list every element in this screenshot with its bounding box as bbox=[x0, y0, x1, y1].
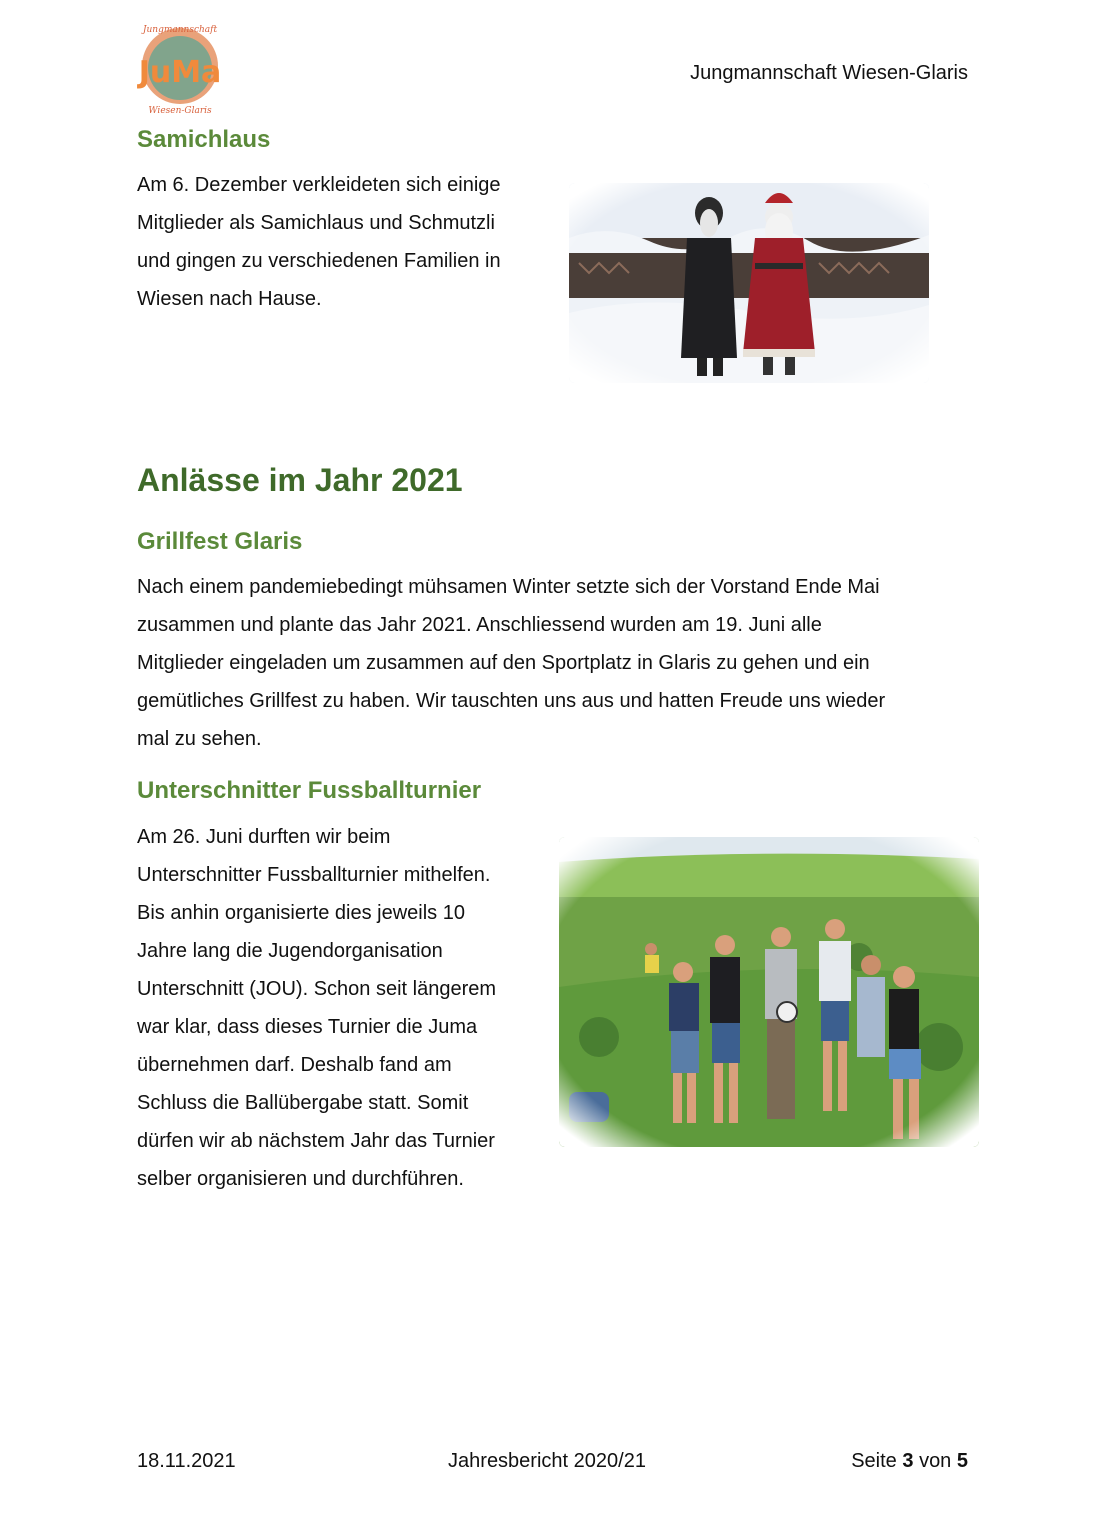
grillfest-line: Nach einem pandemiebedingt mühsamen Winter setzte sich der Vorstand Ende Mai bbox=[137, 576, 880, 598]
samichlaus-line: und gingen zu verschiedenen Familien in bbox=[137, 250, 501, 272]
fussball-line: Schluss die Ballübergabe statt. Somit bbox=[137, 1092, 469, 1114]
grillfest-line: Mitglieder eingeladen um zusammen auf den Sportplatz in Glaris zu gehen und ein bbox=[137, 652, 870, 674]
fussball-photo bbox=[559, 837, 979, 1147]
grillfest-heading: Grillfest Glaris bbox=[137, 528, 303, 555]
grillfest-line: gemütliches Grillfest zu haben. Wir tauschten uns aus und hatten Freude uns wieder bbox=[137, 690, 886, 712]
samichlaus-heading: Samichlaus bbox=[137, 126, 271, 153]
footer-page-number bbox=[851, 1450, 968, 1473]
fussball-line: selber organisieren und durchführen. bbox=[137, 1168, 464, 1190]
grillfest-line: mal zu sehen. bbox=[137, 728, 262, 750]
samichlaus-line: Am 6. Dezember verkleideten sich einige bbox=[137, 174, 501, 196]
fussball-line: übernehmen darf. Deshalb fand am bbox=[137, 1054, 452, 1076]
fussball-line: war klar, dass dieses Turnier die Juma bbox=[137, 1016, 478, 1038]
samichlaus-photo bbox=[569, 183, 929, 383]
fussball-heading: Unterschnitter Fussballturnier bbox=[137, 777, 482, 804]
samichlaus-photo-icon bbox=[569, 183, 929, 383]
grillfest-line: zusammen und plante das Jahr 2021. Anschliessend wurden am 19. Juni alle bbox=[137, 614, 822, 636]
fussball-line: Unterschnitter Fussballturnier mithelfen. bbox=[137, 864, 491, 886]
grillfest-paragraph bbox=[137, 568, 977, 758]
fussball-paragraph bbox=[137, 818, 547, 1198]
page-prefix: Seite bbox=[851, 1450, 897, 1472]
page-total: 5 bbox=[956, 1450, 968, 1472]
fussball-line: Jahre lang die Jugendorganisation bbox=[137, 940, 443, 962]
footer-date: 18.11.2021 bbox=[137, 1450, 236, 1472]
samichlaus-line: Mitglieder als Samichlaus und Schmutzli bbox=[137, 212, 495, 234]
page-current: 3 bbox=[902, 1450, 914, 1472]
logo-top-text: Jungmannschaft bbox=[142, 25, 218, 35]
samichlaus-line: Wiesen nach Hause. bbox=[137, 288, 322, 310]
fussball-line: Bis anhin organisierte dies jeweils 10 bbox=[137, 902, 465, 924]
fussball-line: dürfen wir ab nächstem Jahr das Turnier bbox=[137, 1130, 495, 1152]
juma-logo bbox=[132, 12, 228, 116]
fussball-line: Unterschnitt (JOU). Schon seit längerem bbox=[137, 978, 497, 1000]
anlaesse-heading: Anlässe im Jahr 2021 bbox=[137, 462, 463, 498]
juma-logo-icon bbox=[132, 12, 228, 116]
header-title: Jungmannschaft Wiesen-Glaris bbox=[690, 62, 968, 84]
page-mid: von bbox=[919, 1450, 952, 1472]
fussball-line: Am 26. Juni durften wir beim bbox=[137, 826, 391, 848]
football-group-photo-icon bbox=[559, 837, 979, 1147]
footer-title: Jahresbericht 2020/21 bbox=[448, 1450, 646, 1472]
logo-bottom-text: Wiesen-Glaris bbox=[148, 106, 212, 116]
samichlaus-paragraph bbox=[137, 166, 547, 318]
logo-mark-text: JuMa bbox=[138, 55, 222, 90]
